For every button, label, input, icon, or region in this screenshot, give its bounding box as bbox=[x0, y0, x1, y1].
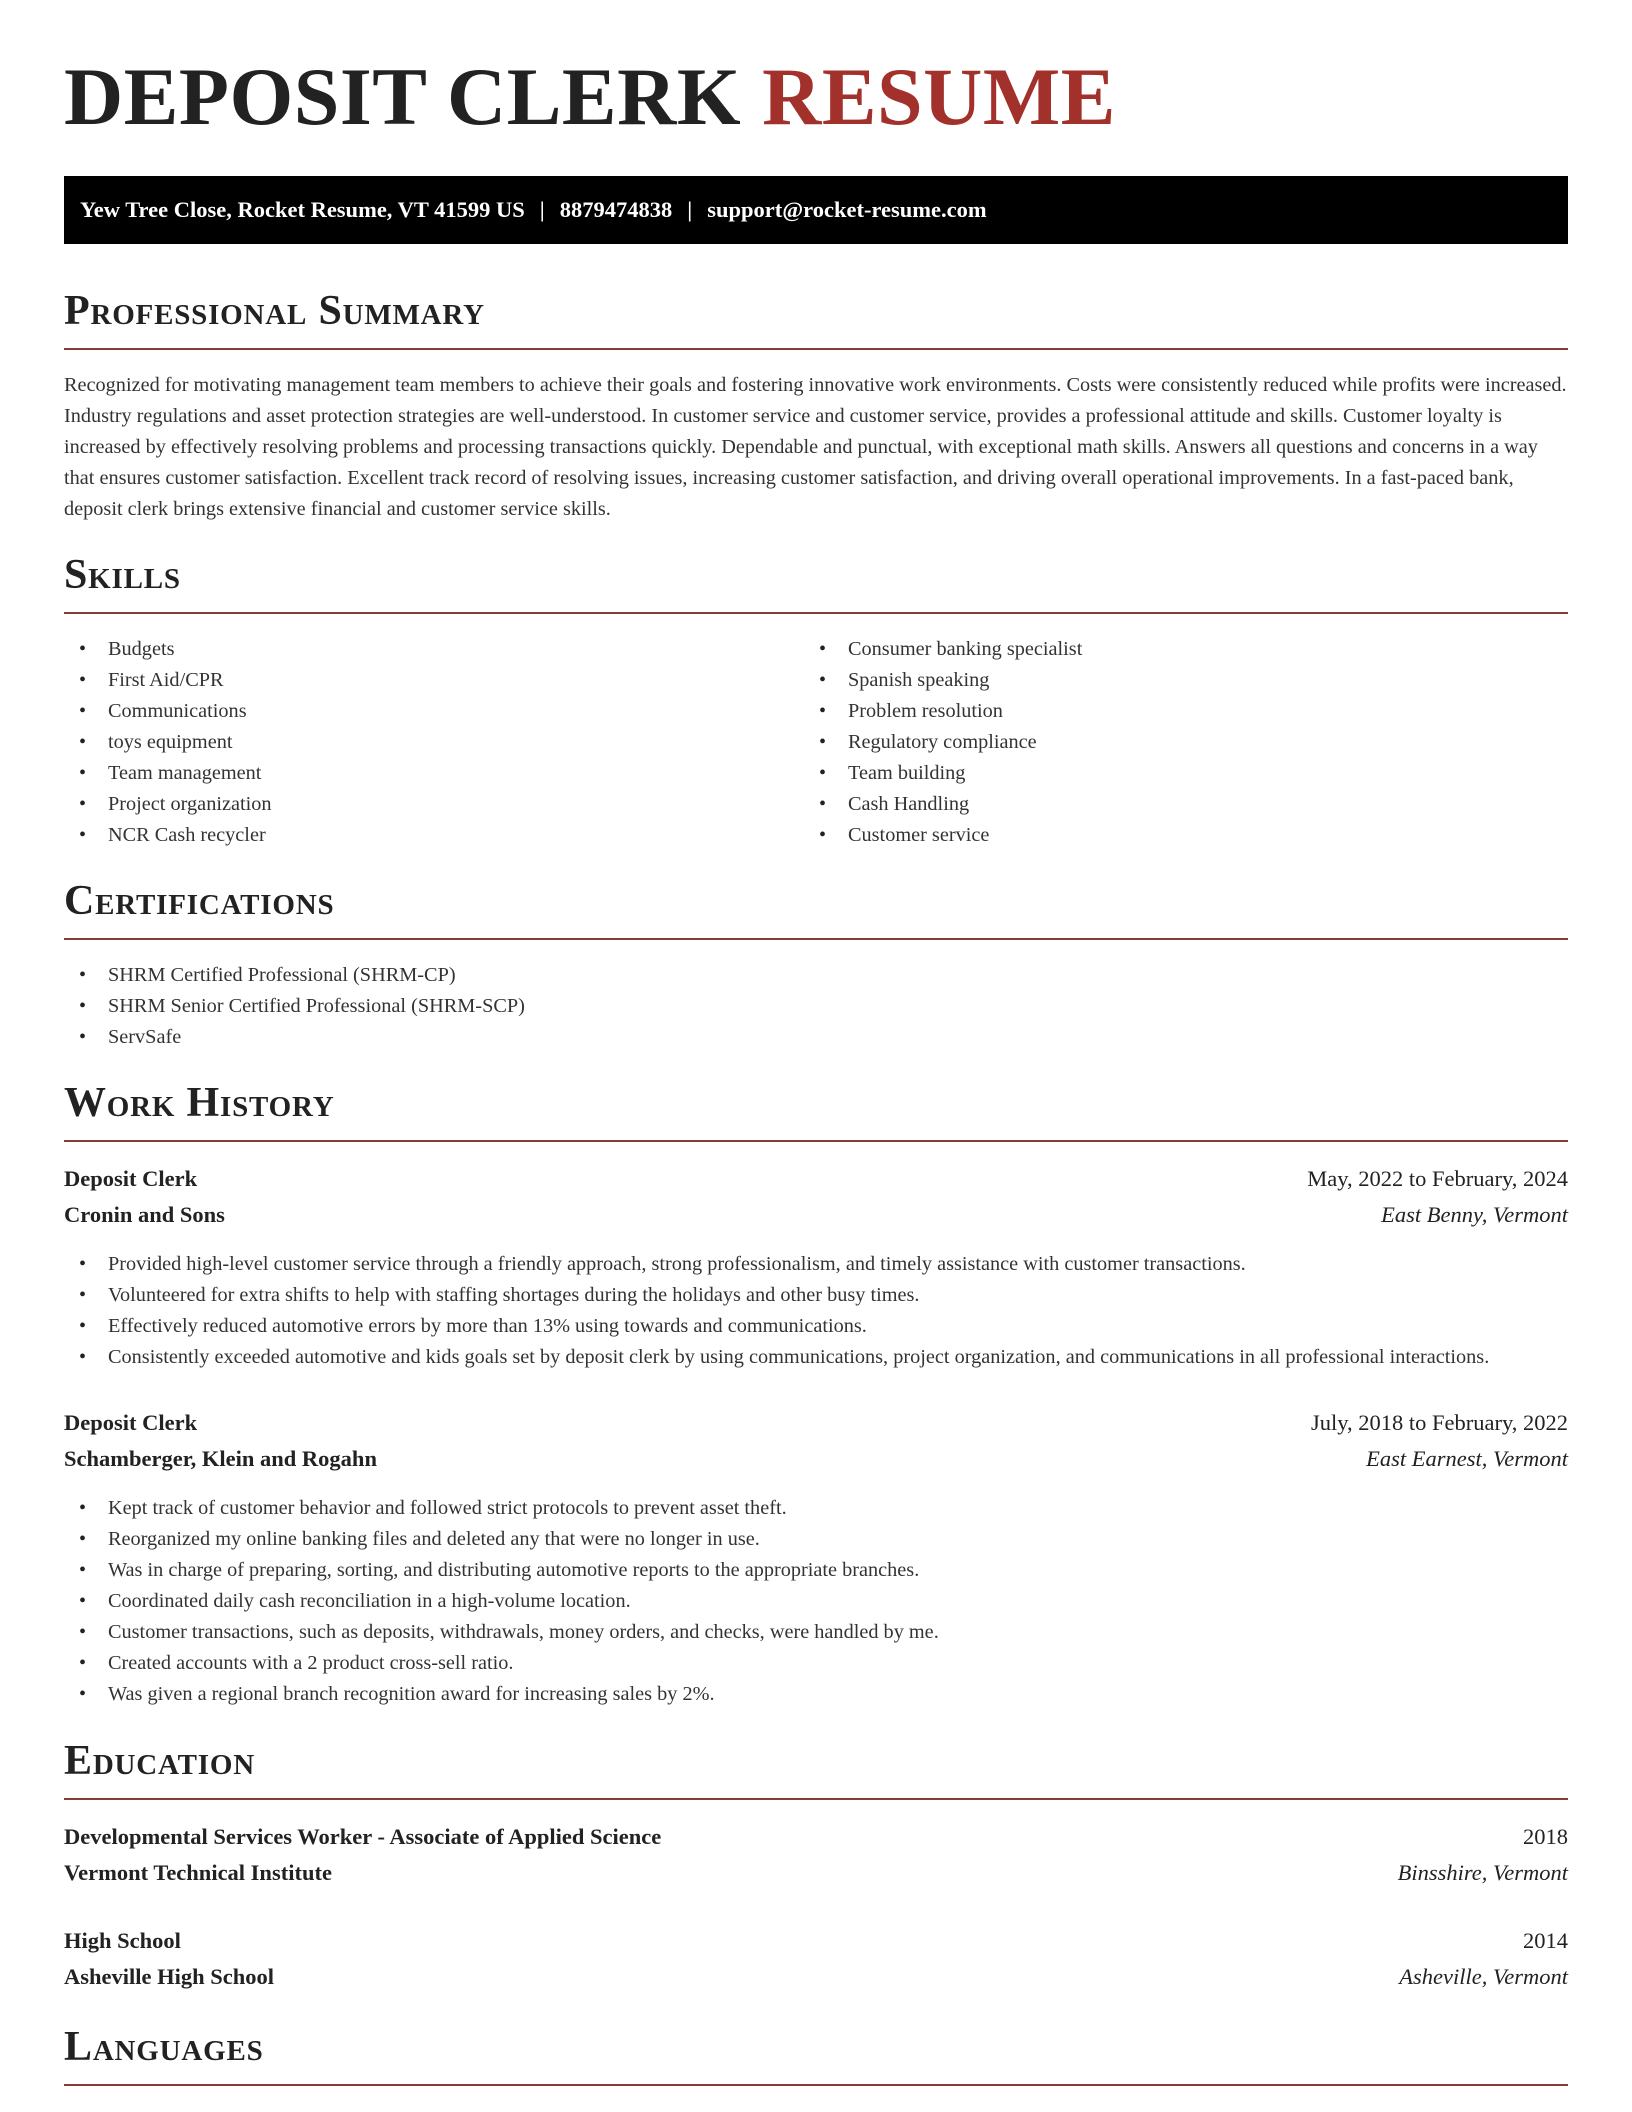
job-bullet: • Customer transactions, such as deposits, withdrawals, money orders, and checks, were handled by me. bbox=[64, 1617, 939, 1648]
job-bullets bbox=[64, 1249, 1489, 1373]
languages-heading bbox=[64, 2026, 1568, 2086]
work-history-heading-text: Work History bbox=[64, 1080, 335, 1126]
job-dates: May, 2022 to February, 2024 bbox=[1307, 1166, 1568, 1191]
certifications-heading bbox=[64, 880, 1568, 940]
education-header bbox=[64, 1926, 1568, 1956]
education-heading bbox=[64, 1740, 1568, 1800]
job-dates: July, 2018 to February, 2022 bbox=[1310, 1410, 1568, 1435]
education-header bbox=[64, 1822, 1568, 1852]
skill-item: • Regulatory compliance bbox=[804, 727, 1082, 758]
skill-item: • Project organization bbox=[64, 789, 272, 820]
skill-item: • Team building bbox=[804, 758, 1082, 789]
languages-heading-text: Languages bbox=[64, 2024, 264, 2070]
skill-item: • Cash Handling bbox=[804, 789, 1082, 820]
certifications-list bbox=[64, 960, 525, 1053]
job-header bbox=[64, 1164, 1568, 1194]
summary-text: Recognized for motivating management team members to achieve their goals and fostering innovative work environments. Costs were consistently reduced while profits were increased. Industry regulations and asset protection strategies are well-understood. In customer service and customer service, provides a professional attitude and skills. Customer loyalty is increased by effectively resolving problems and processing transactions quickly. Dependable and punctual, with exceptional math skills. Answers all questions and concerns in a way that ensures customer satisfaction. Excellent track record of resolving issues, increasing customer satisfaction, and driving overall operational improvements. In a fast-paced bank, deposit clerk brings extensive financial and customer service skills. bbox=[64, 374, 1567, 520]
skill-item: • toys equipment bbox=[64, 727, 272, 758]
job-location: East Benny, Vermont bbox=[1381, 1202, 1568, 1227]
education-subheader bbox=[64, 1858, 1568, 1888]
job-bullet: • Created accounts with a 2 product cross-sell ratio. bbox=[64, 1648, 939, 1679]
summary-heading-text: Professional Summary bbox=[64, 288, 485, 334]
skill-item: • Customer service bbox=[804, 820, 1082, 851]
certification-item: • SHRM Certified Professional (SHRM-CP) bbox=[64, 960, 525, 991]
job-title: Deposit Clerk bbox=[64, 1410, 198, 1435]
certification-item: • SHRM Senior Certified Professional (SHRM-SCP) bbox=[64, 991, 525, 1022]
contact-email[interactable]: support@rocket-resume.com bbox=[707, 197, 987, 222]
contact-phone: 8879474838 bbox=[559, 197, 673, 222]
education-year: 2014 bbox=[1523, 1928, 1568, 1953]
education-school: Asheville High School bbox=[64, 1964, 275, 1989]
skill-item: • First Aid/CPR bbox=[64, 665, 272, 696]
work-history-heading bbox=[64, 1082, 1568, 1142]
skills-list-right bbox=[804, 634, 1082, 851]
job-location: East Earnest, Vermont bbox=[1366, 1446, 1568, 1471]
education-degree: High School bbox=[64, 1928, 181, 1953]
job-header bbox=[64, 1408, 1568, 1438]
job-bullet: • Coordinated daily cash reconciliation in a high-volume location. bbox=[64, 1586, 939, 1617]
skill-item: • Spanish speaking bbox=[804, 665, 1082, 696]
education-year: 2018 bbox=[1523, 1824, 1568, 1849]
job-bullet: • Was in charge of preparing, sorting, and distributing automotive reports to the appropriate branches. bbox=[64, 1555, 939, 1586]
job-bullet: • Volunteered for extra shifts to help with staffing shortages during the holidays and other busy times. bbox=[64, 1280, 1489, 1311]
education-subheader bbox=[64, 1962, 1568, 1992]
title-resume: RESUME bbox=[762, 51, 1116, 142]
skills-heading-text: Skills bbox=[64, 552, 181, 598]
skill-item: • Communications bbox=[64, 696, 272, 727]
job-bullet: • Kept track of customer behavior and followed strict protocols to prevent asset theft. bbox=[64, 1493, 939, 1524]
education-location: Asheville, Vermont bbox=[1399, 1964, 1568, 1989]
contact-address: Yew Tree Close, Rocket Resume, VT 41599 US bbox=[80, 197, 525, 222]
job-title: Deposit Clerk bbox=[64, 1166, 198, 1191]
skill-item: • Problem resolution bbox=[804, 696, 1082, 727]
skill-item: • NCR Cash recycler bbox=[64, 820, 272, 851]
job-subheader bbox=[64, 1200, 1568, 1230]
skill-item: • Consumer banking specialist bbox=[804, 634, 1082, 665]
job-bullets bbox=[64, 1493, 939, 1710]
job-company: Schamberger, Klein and Rogahn bbox=[64, 1446, 377, 1471]
contact-separator: | bbox=[687, 197, 693, 222]
job-bullet: • Reorganized my online banking files and deleted any that were no longer in use. bbox=[64, 1524, 939, 1555]
skills-heading bbox=[64, 554, 1568, 614]
education-heading-text: Education bbox=[64, 1738, 255, 1784]
job-bullet: • Was given a regional branch recognition award for increasing sales by 2%. bbox=[64, 1679, 939, 1710]
job-bullet: • Provided high-level customer service through a friendly approach, strong professionalism, and timely assistance with customer transactions. bbox=[64, 1249, 1489, 1280]
education-location: Binsshire, Vermont bbox=[1397, 1860, 1568, 1885]
certifications-heading-text: Certifications bbox=[64, 878, 335, 924]
resume-title bbox=[64, 51, 1116, 142]
title-job: DEPOSIT CLERK bbox=[64, 51, 742, 142]
skills-list-left bbox=[64, 634, 272, 851]
skill-item: • Budgets bbox=[64, 634, 272, 665]
job-company: Cronin and Sons bbox=[64, 1202, 225, 1227]
certification-item: • ServSafe bbox=[64, 1022, 525, 1053]
job-subheader bbox=[64, 1444, 1568, 1474]
job-bullet: • Effectively reduced automotive errors by more than 13% using towards and communications. bbox=[64, 1311, 1489, 1342]
skill-item: • Team management bbox=[64, 758, 272, 789]
contact-separator: | bbox=[539, 197, 545, 222]
education-school: Vermont Technical Institute bbox=[64, 1860, 332, 1885]
education-degree: Developmental Services Worker - Associate of Applied Science bbox=[64, 1824, 662, 1849]
summary-heading bbox=[64, 290, 1568, 350]
job-bullet: • Consistently exceeded automotive and kids goals set by deposit clerk by using communications, project organization, and communications in all professional interactions. bbox=[64, 1342, 1489, 1373]
contact-bar bbox=[64, 176, 1568, 244]
